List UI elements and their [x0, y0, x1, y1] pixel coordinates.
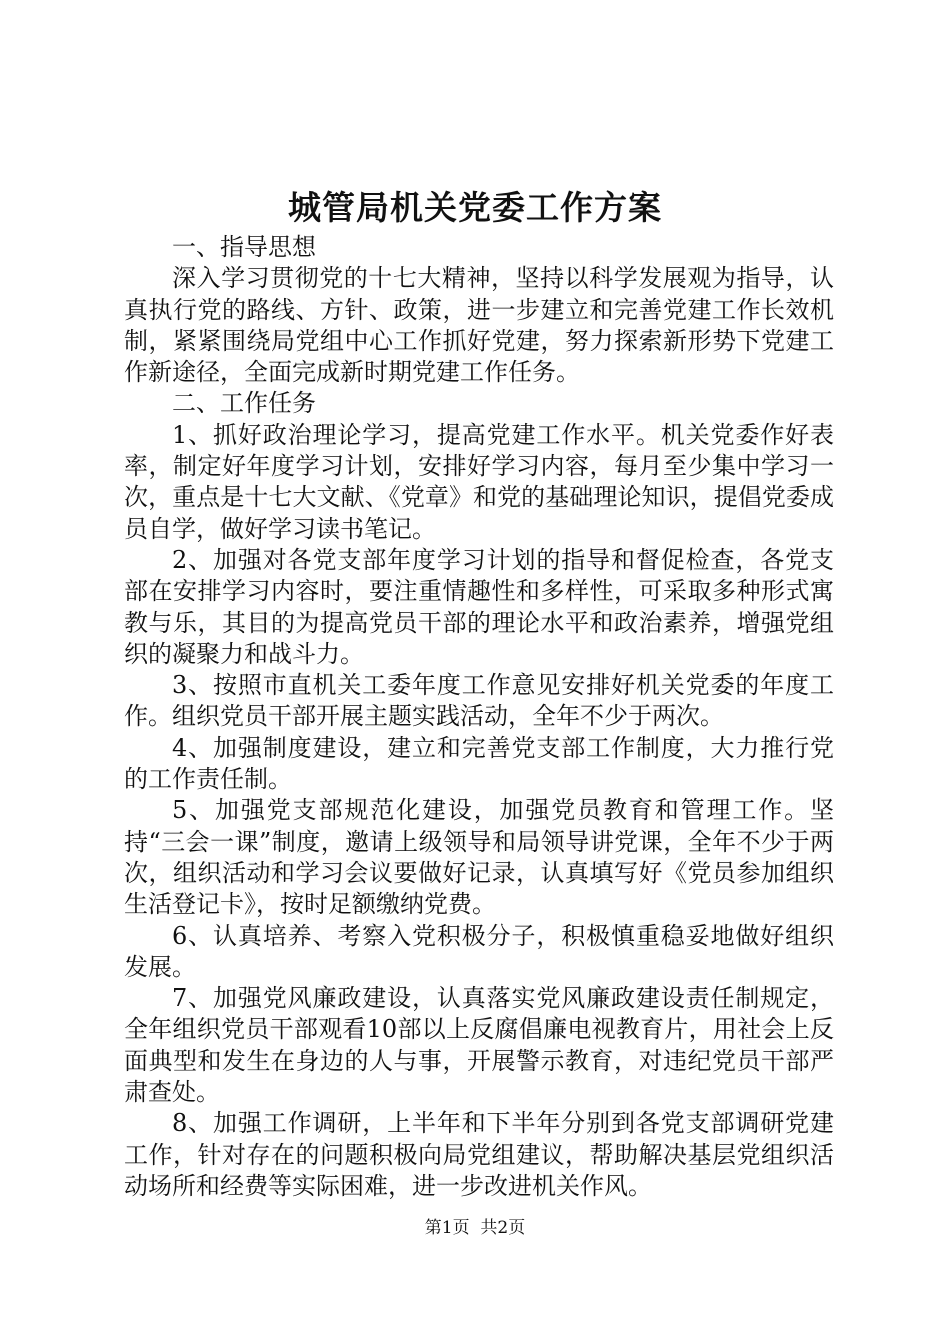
page-footer — [0, 1216, 950, 1240]
paragraph-task-3: 3、按照市直机关工委年度工作意见安排好机关党委的年度工作。组织党员干部开展主题实践活动，全年不少于两次。 — [124, 671, 834, 731]
section-heading-work-tasks: 二、工作任务 — [172, 389, 316, 418]
document-title: 城管局机关党委工作方案 — [288, 188, 662, 227]
paragraph-guiding-ideology: 深入学习贯彻党的十七大精神，坚持以科学发展观为指导，认真执行党的路线、方针、政策，进一步建立和完善党建工作长效机制，紧紧围绕局党组中心工作抓好党建，努力探索新形势下党建工作新途径，全面完成新时期党建工作任务。 — [124, 264, 834, 387]
paragraph-task-4: 4、加强制度建设，建立和完善党支部工作制度，大力推行党的工作责任制。 — [124, 733, 834, 794]
document-body — [124, 232, 834, 1202]
page-number-current: 第1页 — [424, 1218, 470, 1238]
paragraph-task-5: 5、加强党支部规范化建设，加强党员教育和管理工作。坚持“三会一课”制度，邀请上级领导和局领导讲党课，全年不少于两次，组织活动和学习会议要做好记录，认真填写好《党员参加组织生活登记卡》，按时足额缴纳党费。 — [124, 796, 834, 919]
paragraph-task-2: 2、加强对各党支部年度学习计划的指导和督促检查，各党支部在安排学习内容时，要注重情趣性和多样性，可采取多种形式寓教与乐，其目的为提高党员干部的理论水平和政治素养，增强党组织的凝聚力和战斗力。 — [124, 545, 834, 668]
page-number-total: 共2页 — [480, 1218, 526, 1238]
paragraph-task-7: 7、加强党风廉政建设，认真落实党风廉政建设责任制规定，全年组织党员干部观看10部以上反腐倡廉电视教育片，用社会上反面典型和发生在身边的人与事，开展警示教育，对违纪党员干部严肃查处。 — [124, 984, 834, 1107]
section-heading-guiding-ideology: 一、指导思想 — [172, 233, 316, 261]
paragraph-task-6: 6、认真培养、考察入党积极分子，积极慎重稳妥地做好组织发展。 — [124, 921, 834, 981]
paragraph-task-1: 1、抓好政治理论学习，提高党建工作水平。机关党委作好表率，制定好年度学习计划，安排好学习内容，每月至少集中学习一次，重点是十七大文献、《党章》和党的基础理论知识，提倡党委成员自学，做好学习读书笔记。 — [124, 420, 834, 543]
paragraph-task-8: 8、加强工作调研，上半年和下半年分别到各党支部调研党建工作，针对存在的问题积极向局党组建议，帮助解决基层党组织活动场所和经费等实际困难，进一步改进机关作风。 — [124, 1109, 834, 1200]
